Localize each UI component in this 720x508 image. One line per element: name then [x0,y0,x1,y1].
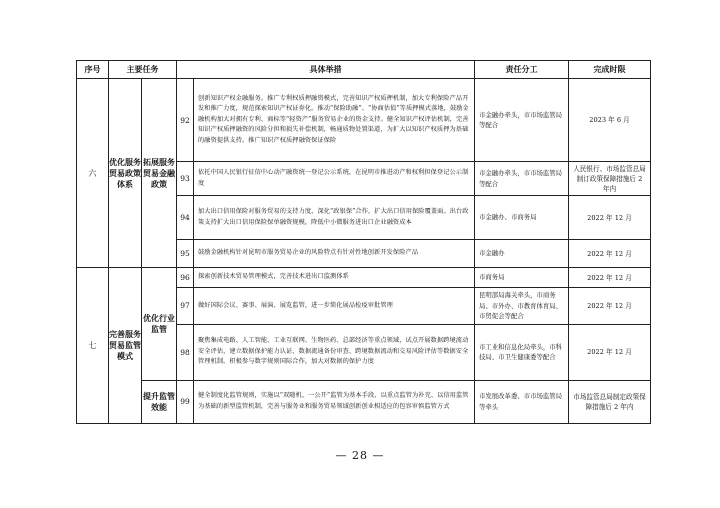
item-responsibility: 昆明部局海关牵头，市商务局、市外办、市教育体育局、市贸促会等配合 [475,288,569,325]
header-time: 完成时限 [569,61,651,79]
item-deadline: 2022 年 12 月 [569,288,651,325]
item-deadline: 2022 年 12 月 [569,324,651,380]
page-number: — 28 — [335,449,385,462]
item-deadline: 2022 年 12 月 [569,196,651,240]
item-measure: 创新知识产权金融服务。推广专利权质押融资模式，完善知识产权质押机制，加大专利保险产品开发和推广力度，规范探索知识产权证券化。推动“保险助融”、“协商估值”等质押模式落地，鼓励金融机构加大对拥有专利、商标等“轻资产”服务贸易企业的资金支持。健全知识产权评估机制，完善知识产权质押融资的风险分担和损失补偿机制，畅通质物处置渠道，为扩大以知识产权质押为基础的融资提供支持。推广知识产权质押融资保证保险 [194,79,475,162]
item-measure: 探索创新技术贸易管理模式，完善技术进出口监测体系 [194,268,475,288]
item-deadline: 市场监管总局制定政策保障措施后 2 年内 [569,380,651,423]
item-measure: 做好国际会议、赛事、展演、展览监管，进一步简化展品检疫审批管理 [194,288,475,325]
subgroup-label: 优化行业监管 [142,268,177,381]
item-responsibility: 市发展改革委、市市场监管局等牵头 [475,380,569,423]
header-seq: 序号 [77,61,109,79]
item-measure: 依托中国人民银行征信中心动产融资统一登记公示系统，在昆明市推进动产和权利担保登记公示制度 [194,162,475,196]
table-header-row [77,61,651,79]
item-deadline: 人民银行、市场监管总局制订政策保障措施后 2 年内 [569,162,651,196]
section-group: 优化服务贸易政策体系 [109,79,142,268]
item-deadline: 2022 年 12 月 [569,240,651,268]
item-measure: 鼓励金融机构针对昆明市服务贸易企业的风险特点有针对性地创新开发保险产品 [194,240,475,268]
item-number: 92 [177,79,194,162]
section-group: 完善服务贸易监管模式 [109,268,142,424]
table-row [77,380,651,423]
item-measure: 加大出口信用保险对服务贸易的支持力度，深化“政银保”合作，扩大出口信用保险覆盖面。出台政策支持扩大出口信用保险保单融资规模，降低中小微服务进出口企业融资成本 [194,196,475,240]
item-measure: 聚焦集成电路、人工智能、工业互联网、生物医药、总部经济等重点领域，试点开展数据跨境流动安全评估，建立数据保护能力认证、数据流通备份审查、跨境数据流动和交易风险评估等数据安全管理机制。积极参与数字规则国际合作，加大对数据的保护力度 [194,324,475,380]
table-row [77,268,651,288]
item-responsibility: 市金融办牵头，市市场监管局等配合 [475,79,569,162]
item-responsibility: 市商务局 [475,268,569,288]
item-number: 95 [177,240,194,268]
item-number: 99 [177,380,194,423]
item-number: 93 [177,162,194,196]
item-deadline: 2022 年 12 月 [569,268,651,288]
section-number: 六 [77,79,109,268]
header-task: 主要任务 [109,61,177,79]
subgroup-label: 拓展服务贸易金融政策 [142,79,177,268]
item-deadline: 2023 年 6 月 [569,79,651,162]
header-measure: 具体举措 [177,61,475,79]
header-resp: 责任分工 [475,61,569,79]
table-row [77,79,651,162]
item-responsibility: 市金融办 [475,240,569,268]
item-number: 98 [177,324,194,380]
item-number: 94 [177,196,194,240]
item-number: 96 [177,268,194,288]
item-number: 97 [177,288,194,325]
item-responsibility: 市工业和信息化局牵头，市科技局、市卫生健康委等配合 [475,324,569,380]
item-measure: 健全制度化监管规则，实施以“双随机、一公开”监管为基本手段、以重点监管为补充、以信用监管为基础的新型监管机制，完善与服务业和服务贸易领域创新创业相适应的包容审慎监管方式 [194,380,475,423]
item-responsibility: 市金融办、市商务局 [475,196,569,240]
item-responsibility: 市金融办牵头，市市场监管局等配合 [475,162,569,196]
subgroup-label: 提升监管效能 [142,380,177,423]
section-number: 七 [77,268,109,424]
task-table [76,60,651,424]
